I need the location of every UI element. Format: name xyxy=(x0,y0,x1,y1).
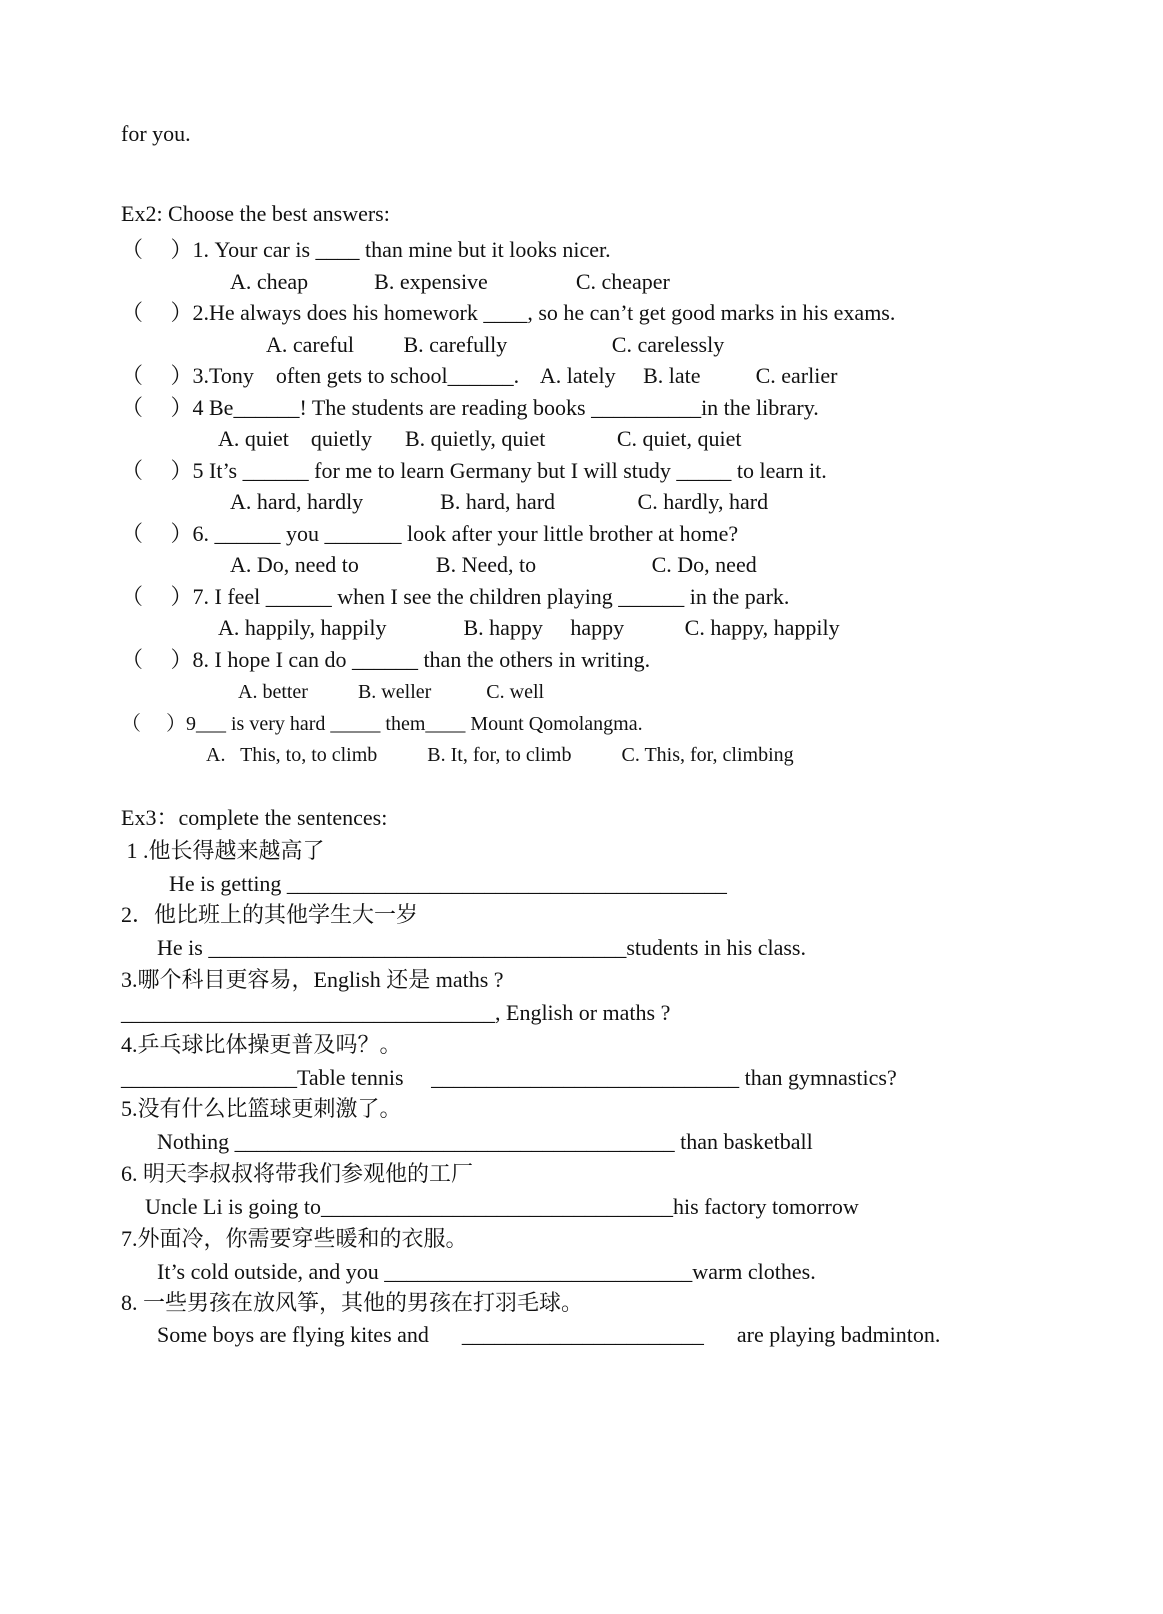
question-1: （ ）1. Your car is ____ than mine but it looks nicer. xyxy=(121,237,611,262)
sentence-7-english: It’s cold outside, and you ____________________________warm clothes. xyxy=(157,1259,816,1284)
question-7-options: A. happily, happily B. happy happy C. happy, happily xyxy=(218,615,840,640)
sentence-5-english: Nothing ________________________________________ than basketball xyxy=(157,1129,813,1154)
sentence-7-chinese: 7.外面冷，你需要穿些暖和的衣服。 xyxy=(121,1226,468,1251)
continued-text: for you. xyxy=(121,121,191,146)
question-4: （ ）4 Be______! The students are reading books __________in the library. xyxy=(121,395,819,420)
sentence-3-chinese: 3.哪个科目更容易，English 还是 maths ? xyxy=(121,967,504,992)
sentence-3-english: __________________________________, English or maths ? xyxy=(121,1000,671,1025)
sentence-2-english: He is ______________________________________students in his class. xyxy=(157,935,806,960)
question-9-options: A. This, to, to climb B. It, for, to climb C. This, for, climbing xyxy=(206,744,794,766)
question-8-options: A. better B. weller C. well xyxy=(238,681,545,703)
question-1-options: A. cheap B. expensive C. cheaper xyxy=(230,269,670,294)
sentence-1-english: He is getting ________________________________________ xyxy=(169,871,727,896)
sentence-8-english: Some boys are flying kites and ______________________ are playing badminton. xyxy=(157,1322,941,1347)
sentence-8-chinese: 8. 一些男孩在放风筝，其他的男孩在打羽毛球。 xyxy=(121,1290,584,1315)
question-3: （ ）3.Tony often gets to school______. A. lately B. late C. earlier xyxy=(121,363,838,388)
sentence-5-chinese: 5.没有什么比篮球更刺激了。 xyxy=(121,1096,402,1121)
question-2: （ ）2.He always does his homework ____, so he can’t get good marks in his exams. xyxy=(121,300,896,325)
sentence-4-english: ________________Table tennis ____________________________ than gymnastics? xyxy=(121,1065,897,1090)
sentence-2-chinese: 2．他比班上的其他学生大一岁 xyxy=(121,902,419,927)
question-5: （ ）5 It’s ______ for me to learn Germany but I will study _____ to learn it. xyxy=(121,458,827,483)
question-8: （ ）8. I hope I can do ______ than the others in writing. xyxy=(121,647,651,672)
question-4-options: A. quiet quietly B. quietly, quiet C. quiet, quiet xyxy=(218,426,742,451)
sentence-4-chinese: 4.乒乓球比体操更普及吗？。 xyxy=(121,1032,402,1057)
ex2-heading: Ex2: Choose the best answers: xyxy=(121,201,390,226)
question-6: （ ）6. ______ you _______ look after your little brother at home? xyxy=(121,521,739,546)
question-7: （ ）7. I feel ______ when I see the children playing ______ in the park. xyxy=(121,584,790,609)
question-6-options: A. Do, need to B. Need, to C. Do, need xyxy=(230,552,757,577)
question-5-options: A. hard, hardly B. hard, hard C. hardly, hard xyxy=(230,489,769,514)
sentence-6-chinese: 6. 明天李叔叔将带我们参观他的工厂 xyxy=(121,1161,474,1186)
ex3-heading: Ex3：complete the sentences: xyxy=(121,805,388,830)
sentence-6-english: Uncle Li is going to________________________________his factory tomorrow xyxy=(145,1194,859,1219)
question-9: （ ）9___ is very hard _____ them____ Mount Qomolangma. xyxy=(121,713,643,735)
question-2-options: A. careful B. carefully C. carelessly xyxy=(266,332,725,357)
sentence-1-chinese: 1 .他长得越来越高了 xyxy=(121,838,325,863)
